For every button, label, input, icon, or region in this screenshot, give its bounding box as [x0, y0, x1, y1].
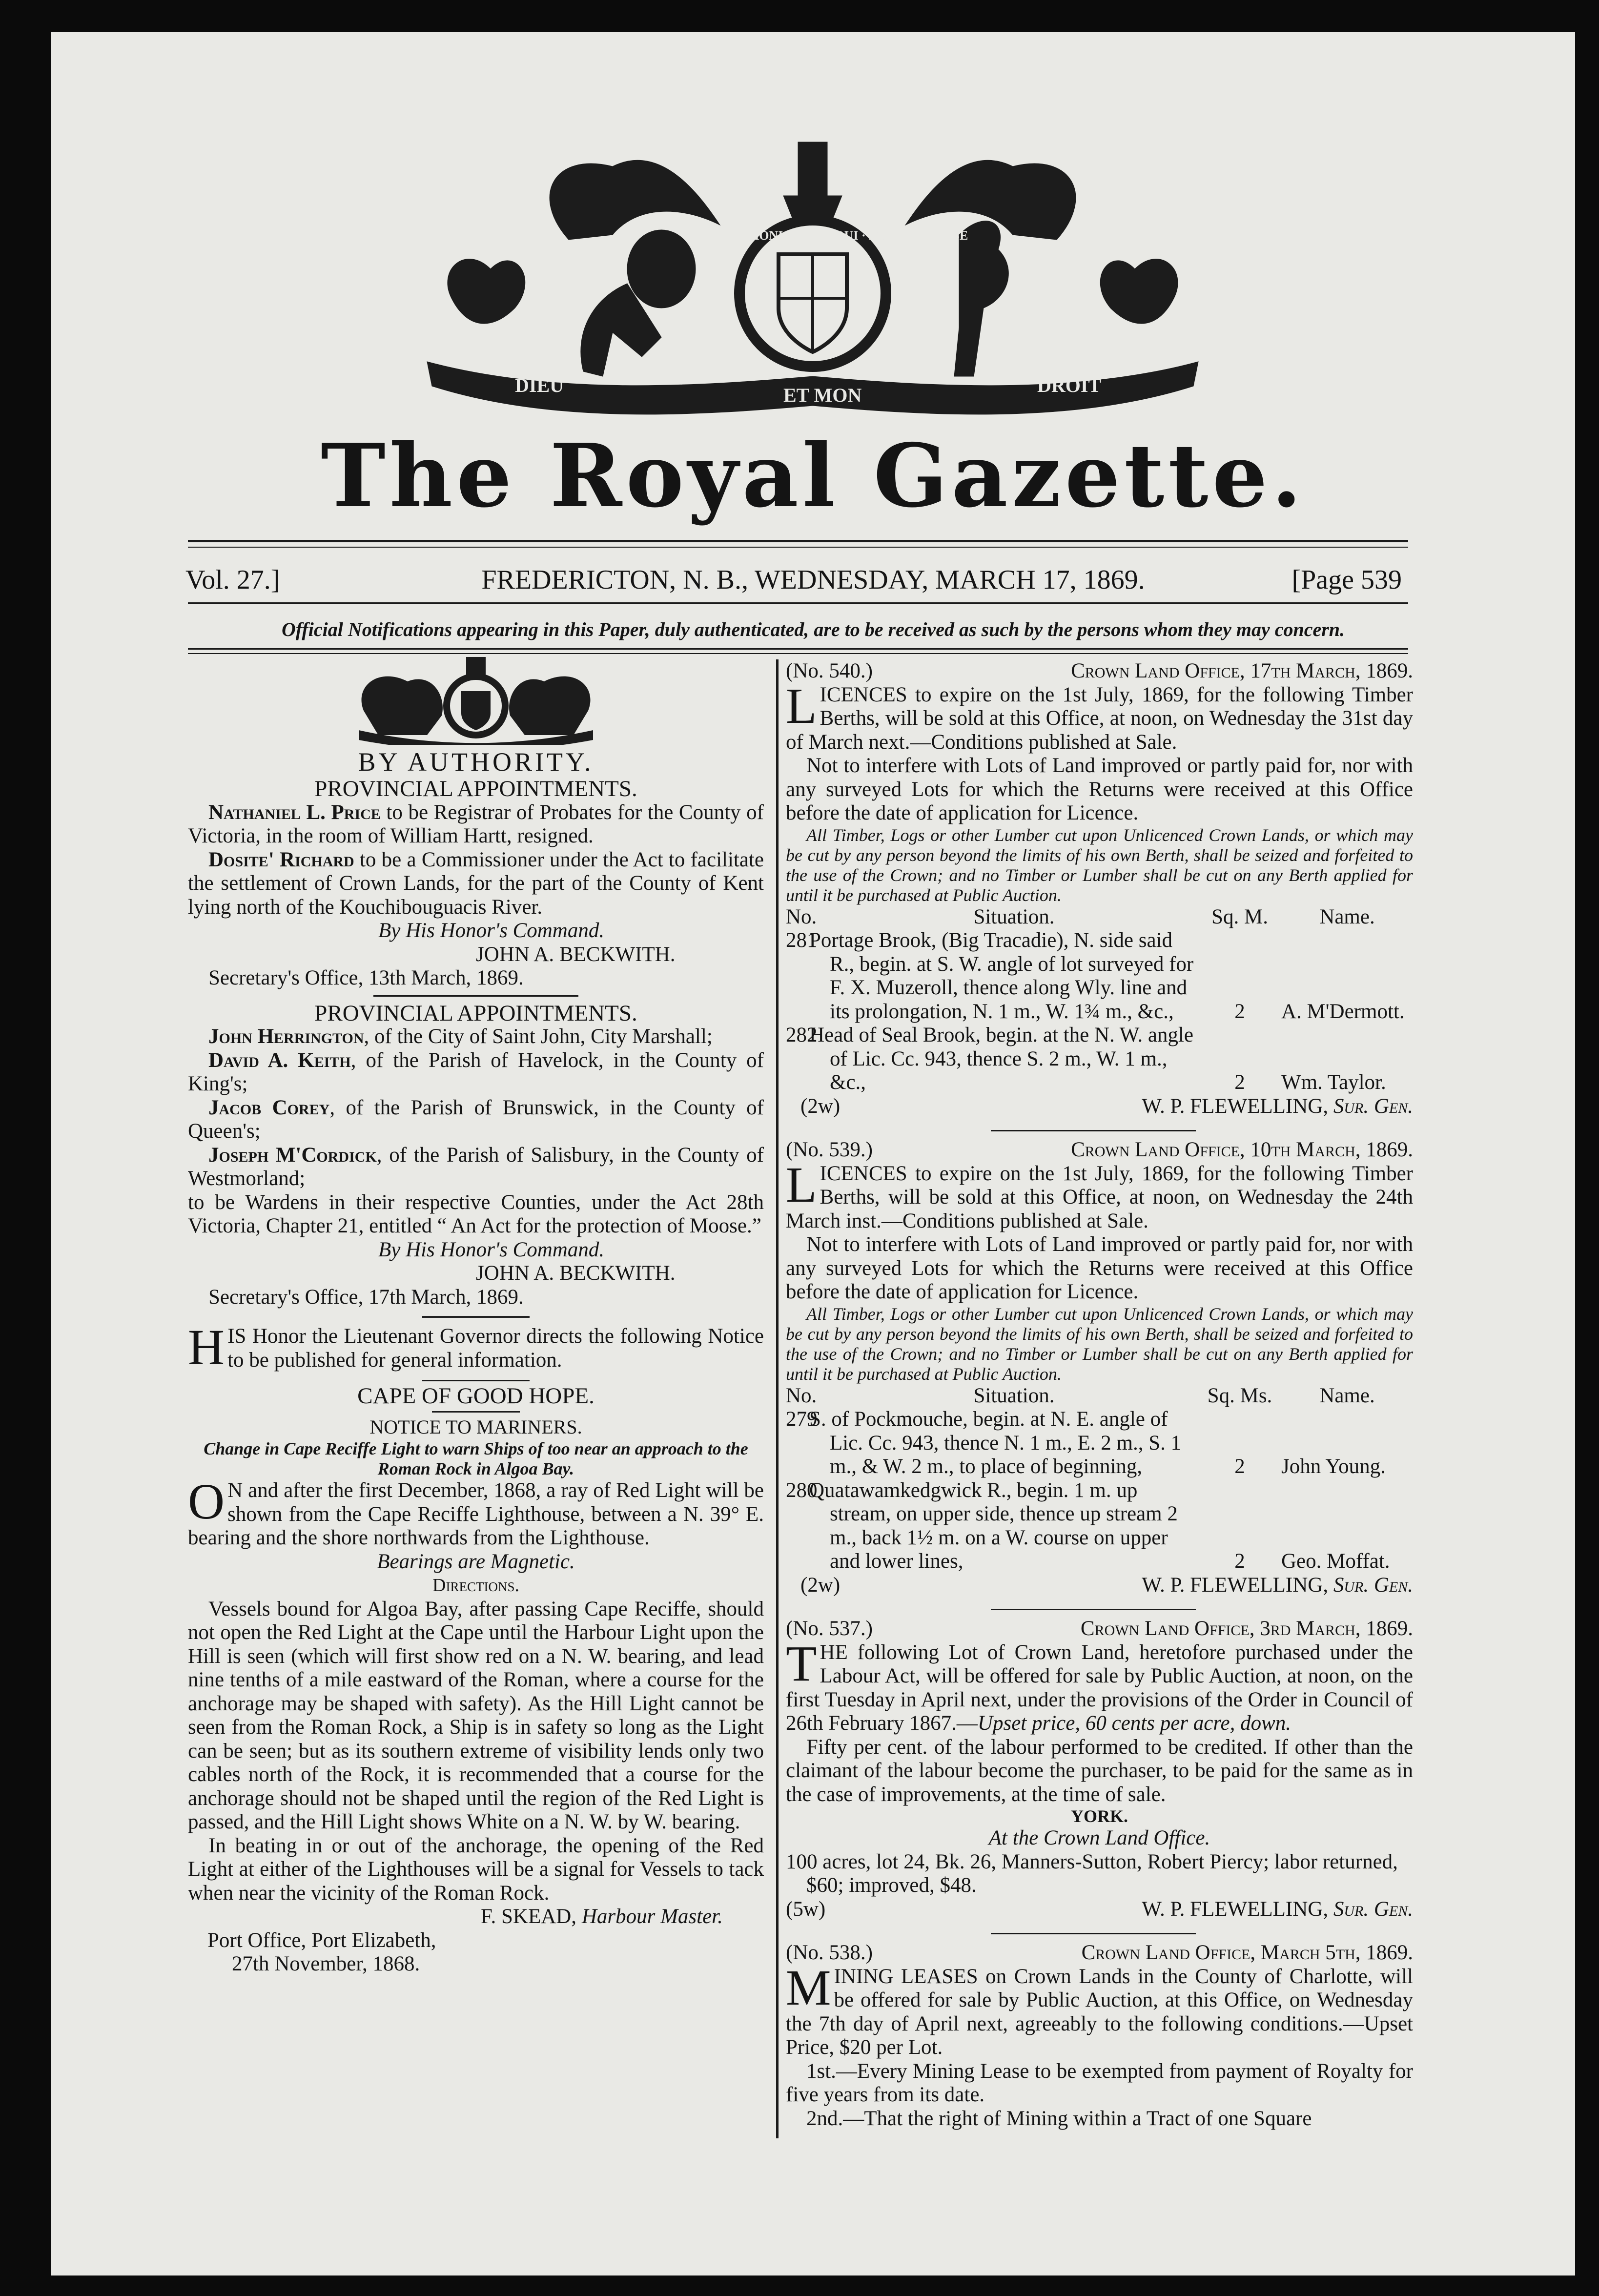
lot-square-miles: 2	[1234, 1550, 1245, 1573]
signer: JOHN A. BECKWITH.	[476, 943, 676, 966]
column-header: Sq. M.	[1211, 905, 1268, 928]
signer-title: Harbour Master.	[581, 1905, 723, 1928]
governor-notice-text: IS Honor the Lieutenant Governor directs the following Notice to be published for general information.	[227, 1325, 764, 1372]
column-header: No.	[786, 905, 817, 928]
notice-paragraph: Fifty per cent. of the labour performed to be credited. If other than the claimant of the labour become the purchaser, to be paid for the same as in the case of improvements, at the time of sale.	[786, 1735, 1413, 1806]
county-heading: YORK.	[1071, 1806, 1128, 1826]
lot-situation: Quatawamkedgwick R., begin. 1 m. up stream, on upper side, thence up stream 2 m., back 1½ m. on a W. course on upper and lower lines,	[809, 1478, 1178, 1573]
drop-cap: M	[786, 1959, 831, 2016]
signer: W. P. FLEWELLING,	[1142, 1094, 1329, 1118]
cape-paragraph-3: In beating in or out of the anchorage, the opening of the Red Light at either of the Lighthouses will be a signal for Vessels to tack when near the vicinity of the Roman Rock.	[188, 1834, 764, 1905]
lot-name: Wm. Taylor.	[1281, 1071, 1386, 1094]
drop-cap: T	[786, 1635, 817, 1692]
page-number: [Page 539	[1292, 565, 1402, 595]
notice-number: (No. 537.)	[786, 1617, 873, 1640]
warden-text: , of the City of Saint John, City Marshall;	[364, 1025, 713, 1048]
column-header: Name.	[1319, 1384, 1375, 1407]
signer: JOHN A. BECKWITH.	[476, 1262, 676, 1285]
right-column	[786, 659, 1413, 2131]
lot-square-miles: 2	[1234, 1455, 1245, 1478]
office-date: Secretary's Office, 17th March, 1869.	[208, 1285, 524, 1309]
directions-heading: Directions.	[432, 1575, 519, 1596]
appointee-name: Dosite' Richard	[208, 848, 354, 871]
wardens-text: to be Wardens in their respective Counties, under the Act 28th Victoria, Chapter 21, entitled “ An Act for the protection of Moose.”	[188, 1190, 764, 1237]
notice-paragraph: HE following Lot of Crown Land, heretofore purchased under the Labour Act, will be offered for sale by Public Auction, at noon, on the first Tuesday in April next, under the provisions of the Order in Council of 26th February 1867.—	[786, 1640, 1413, 1735]
motto-ribbon-center: ET MON	[783, 384, 862, 406]
warden-text: , of the Parish of Brunswick, in the County of Queen's;	[188, 1096, 764, 1143]
cape-paragraph-2: Vessels bound for Algoa Bay, after passing Cape Reciffe, should not open the Red Light at the Cape until the Harbour Light upon the Hill is seen (which will first show red on a N. W. bearing, and lead nine tenths of a mile eastward of the Roman, where a course for the anchorage may be shaped with safety). As the Hill Light cannot be seen from the Roman Rock, a Ship is in safety so long as the Light can be seen; but as its southern extreme of visibility lends only two cables north of the Rock, it is recommended that a course for the anchorage should not be shaped until the region of the Red Light is passed, and the Hill Light shows White on a N. W. by W. bearing.	[188, 1597, 764, 1833]
bearings-note: Bearings are Magnetic.	[377, 1550, 575, 1573]
lot-description: 100 acres, lot 24, Bk. 26, Manners-Sutton, Robert Piercy; labor returned, $60; improved, $48.	[786, 1850, 1398, 1897]
newspaper-page	[51, 32, 1575, 2276]
small-coat-of-arms	[349, 657, 603, 745]
column-header: No.	[786, 1384, 817, 1407]
appointments-heading-1: PROVINCIAL APPOINTMENTS.	[314, 776, 637, 801]
drop-cap: H	[188, 1319, 225, 1375]
lot-situation: Portage Brook, (Big Tracadie), N. side said R., begin. at S. W. angle of lot surveyed for F. X. Muzeroll, thence along Wly. line and its prolongation, N. 1 m., W. 1¾ m., &c.,	[809, 929, 1194, 1023]
motto-ribbon-left: DIEU	[515, 374, 564, 396]
drop-cap: L	[786, 677, 817, 734]
notice-paragraph: Not to interfere with Lots of Land improved or partly paid for, nor with any surveyed Lots for which the Returns were received at this Office before the date of application for Licence.	[786, 1233, 1413, 1303]
office-place: Port Office, Port Elizabeth,	[207, 1928, 436, 1952]
garter-motto: HONI · SOIT · QUI · MAL · Y · PENSE	[749, 228, 968, 243]
lot-square-miles: 2	[1234, 1000, 1245, 1023]
cape-paragraph-1: N and after the first December, 1868, a ray of Red Light will be shown from the Cape Reciffe Lighthouse, between a N. 39° E. bearing and the shore northwards from the Lighthouse.	[188, 1479, 764, 1549]
warden-text: , of the Parish of Havelock, in the County of King's;	[188, 1048, 764, 1095]
lot-number: 281	[786, 929, 818, 952]
column-header: Situation.	[973, 1384, 1055, 1407]
insertion-code: (2w)	[800, 1573, 840, 1597]
lot-name: Geo. Moffat.	[1281, 1550, 1390, 1573]
office-location: At the Crown Land Office.	[988, 1826, 1210, 1849]
by-authority-heading: BY AUTHORITY.	[358, 747, 594, 777]
drop-cap: L	[786, 1156, 817, 1213]
royal-coat-of-arms	[408, 123, 1218, 445]
column-header: Sq. Ms.	[1207, 1384, 1272, 1407]
column-divider	[776, 659, 779, 2138]
office-date: Secretary's Office, 13th March, 1869.	[208, 966, 524, 989]
appointment-text: to be a Commissioner under the Act to facilitate the settlement of Crown Lands, for the part of the County of Kent lying north of the Kouchibouguacis River.	[188, 848, 764, 919]
mariners-heading: NOTICE TO MARINERS.	[369, 1415, 582, 1438]
appointment-text: to be Registrar of Probates for the County of Victoria, in the room of William Hartt, resigned.	[188, 800, 764, 847]
notice-office-date: Crown Land Office, March 5th, 1869.	[1081, 1941, 1413, 1964]
notice-number: (No. 538.)	[786, 1941, 873, 1964]
appointee-name: Nathaniel L. Price	[208, 800, 381, 824]
warden-name: Joseph M'Cordick	[208, 1143, 377, 1167]
left-column	[188, 657, 764, 1976]
notice-office-date: Crown Land Office, 3rd March, 1869.	[1080, 1617, 1413, 1640]
insertion-code: (2w)	[800, 1094, 840, 1118]
lumber-warning: All Timber, Logs or other Lumber cut upon Unlicenced Crown Lands, or which may be cut by any person beyond the limits of his own Berth, shall be seized and forfeited to the use of the Crown; and no Timber or Lumber shall be cut on any Berth applied for until it be purchased at Public Auction.	[786, 825, 1413, 905]
notice-paragraph: ICENCES to expire on the 1st July, 1869, for the following Timber Berths, will be sold at this Office, at noon, on Wednesday the 24th March inst.—Conditions published at Sale.	[786, 1162, 1413, 1232]
masthead-title: The Royal Gazette.	[321, 425, 1306, 527]
signer: F. SKEAD,	[481, 1905, 577, 1928]
lot-square-miles: 2	[1234, 1071, 1245, 1094]
table-row	[786, 929, 1413, 1024]
notice-office-date: Crown Land Office, 17th March, 1869.	[1071, 659, 1413, 682]
column-header: Name.	[1319, 905, 1375, 928]
notice-office-date: Crown Land Office, 10th March, 1869.	[1071, 1138, 1413, 1161]
table-row	[786, 1024, 1413, 1095]
warden-name: David A. Keith	[208, 1048, 351, 1072]
column-header: Situation.	[973, 905, 1055, 928]
table-row	[786, 1408, 1413, 1479]
lot-situation: S. of Pockmouche, begin. at N. E. angle of Lic. Cc. 943, thence N. 1 m., E. 2 m., S. 1 m., & W. 2 m., to place of beginning,	[809, 1408, 1182, 1478]
signer-title: Sur. Gen.	[1333, 1897, 1413, 1921]
timber-berths-table	[786, 905, 1413, 1095]
signer: W. P. FLEWELLING,	[1142, 1573, 1329, 1597]
signer: W. P. FLEWELLING,	[1142, 1897, 1329, 1921]
lot-number: 279	[786, 1408, 818, 1431]
light-change-title: Change in Cape Reciffe Light to warn Ships of too near an approach to the Roman Rock in Algoa Bay.	[204, 1439, 748, 1478]
volume-number: Vol. 27.]	[185, 565, 280, 595]
notice-number: (No. 540.)	[786, 659, 873, 682]
warden-name: John Herrington	[208, 1025, 364, 1048]
insertion-code: (5w)	[786, 1897, 826, 1921]
notice-paragraph: Not to interfere with Lots of Land improved or partly paid for, nor with any surveyed Lots for which the Returns were received at this Office before the date of application for Licence.	[786, 754, 1413, 824]
drop-cap: O	[188, 1474, 225, 1530]
appointments-heading-2: PROVINCIAL APPOINTMENTS.	[314, 1000, 637, 1026]
office-date: 27th November, 1868.	[232, 1952, 420, 1975]
lot-number: 280	[786, 1478, 818, 1502]
notice-paragraph: ICENCES to expire on the 1st July, 1869, for the following Timber Berths, will be sold at this Office, at noon, on Wednesday the 31st day of March next.—Conditions published at Sale.	[786, 683, 1413, 754]
cape-heading: CAPE OF GOOD HOPE.	[357, 1383, 594, 1409]
notice-paragraph: INING LEASES on Crown Lands in the County of Charlotte, will be offered for sale by Public Auction, at this Office, on Wednesday the 7th day of April next, agreeably to the following conditions.—Upset Price, $20 per Lot.	[786, 1965, 1413, 2059]
command-line: By His Honor's Command.	[378, 1238, 605, 1261]
lot-number: 282	[786, 1024, 818, 1046]
table-row	[786, 1479, 1413, 1574]
notice-number: (No. 539.)	[786, 1138, 873, 1161]
timber-berths-table	[786, 1384, 1413, 1574]
dateline: FREDERICTON, N. B., WEDNESDAY, MARCH 17, 1869.	[481, 565, 1145, 595]
warden-name: Jacob Corey	[208, 1096, 330, 1119]
command-line: By His Honor's Command.	[378, 919, 605, 942]
condition-2: 2nd.—That the right of Mining within a Tract of one Square	[806, 2107, 1312, 2130]
motto-ribbon-right: DROIT	[1037, 374, 1102, 396]
lot-name: John Young.	[1281, 1455, 1386, 1478]
upset-price: Upset price, 60 cents per acre, down.	[977, 1712, 1292, 1735]
warden-text: , of the Parish of Salisbury, in the County of Westmorland;	[188, 1143, 764, 1190]
lot-situation: Head of Seal Brook, begin. at the N. W. angle of Lic. Cc. 943, thence S. 2 m., W. 1 m., &c.,	[809, 1024, 1193, 1094]
lumber-warning: All Timber, Logs or other Lumber cut upon Unlicenced Crown Lands, or which may be cut by any person beyond the limits of his own Berth, shall be seized and forfeited to the use of the Crown; and no Timber or Lumber shall be cut on any Berth applied for until it be purchased at Public Auction.	[786, 1304, 1413, 1384]
signer-title: Sur. Gen.	[1333, 1573, 1413, 1597]
official-notice: Official Notifications appearing in this Paper, duly authenticated, are to be received as such by the persons whom they may concern.	[281, 618, 1345, 640]
lot-name: A. M'Dermott.	[1281, 1000, 1405, 1023]
signer-title: Sur. Gen.	[1333, 1094, 1413, 1118]
condition-1: 1st.—Every Mining Lease to be exempted from payment of Royalty for five years from its date.	[786, 2059, 1413, 2106]
